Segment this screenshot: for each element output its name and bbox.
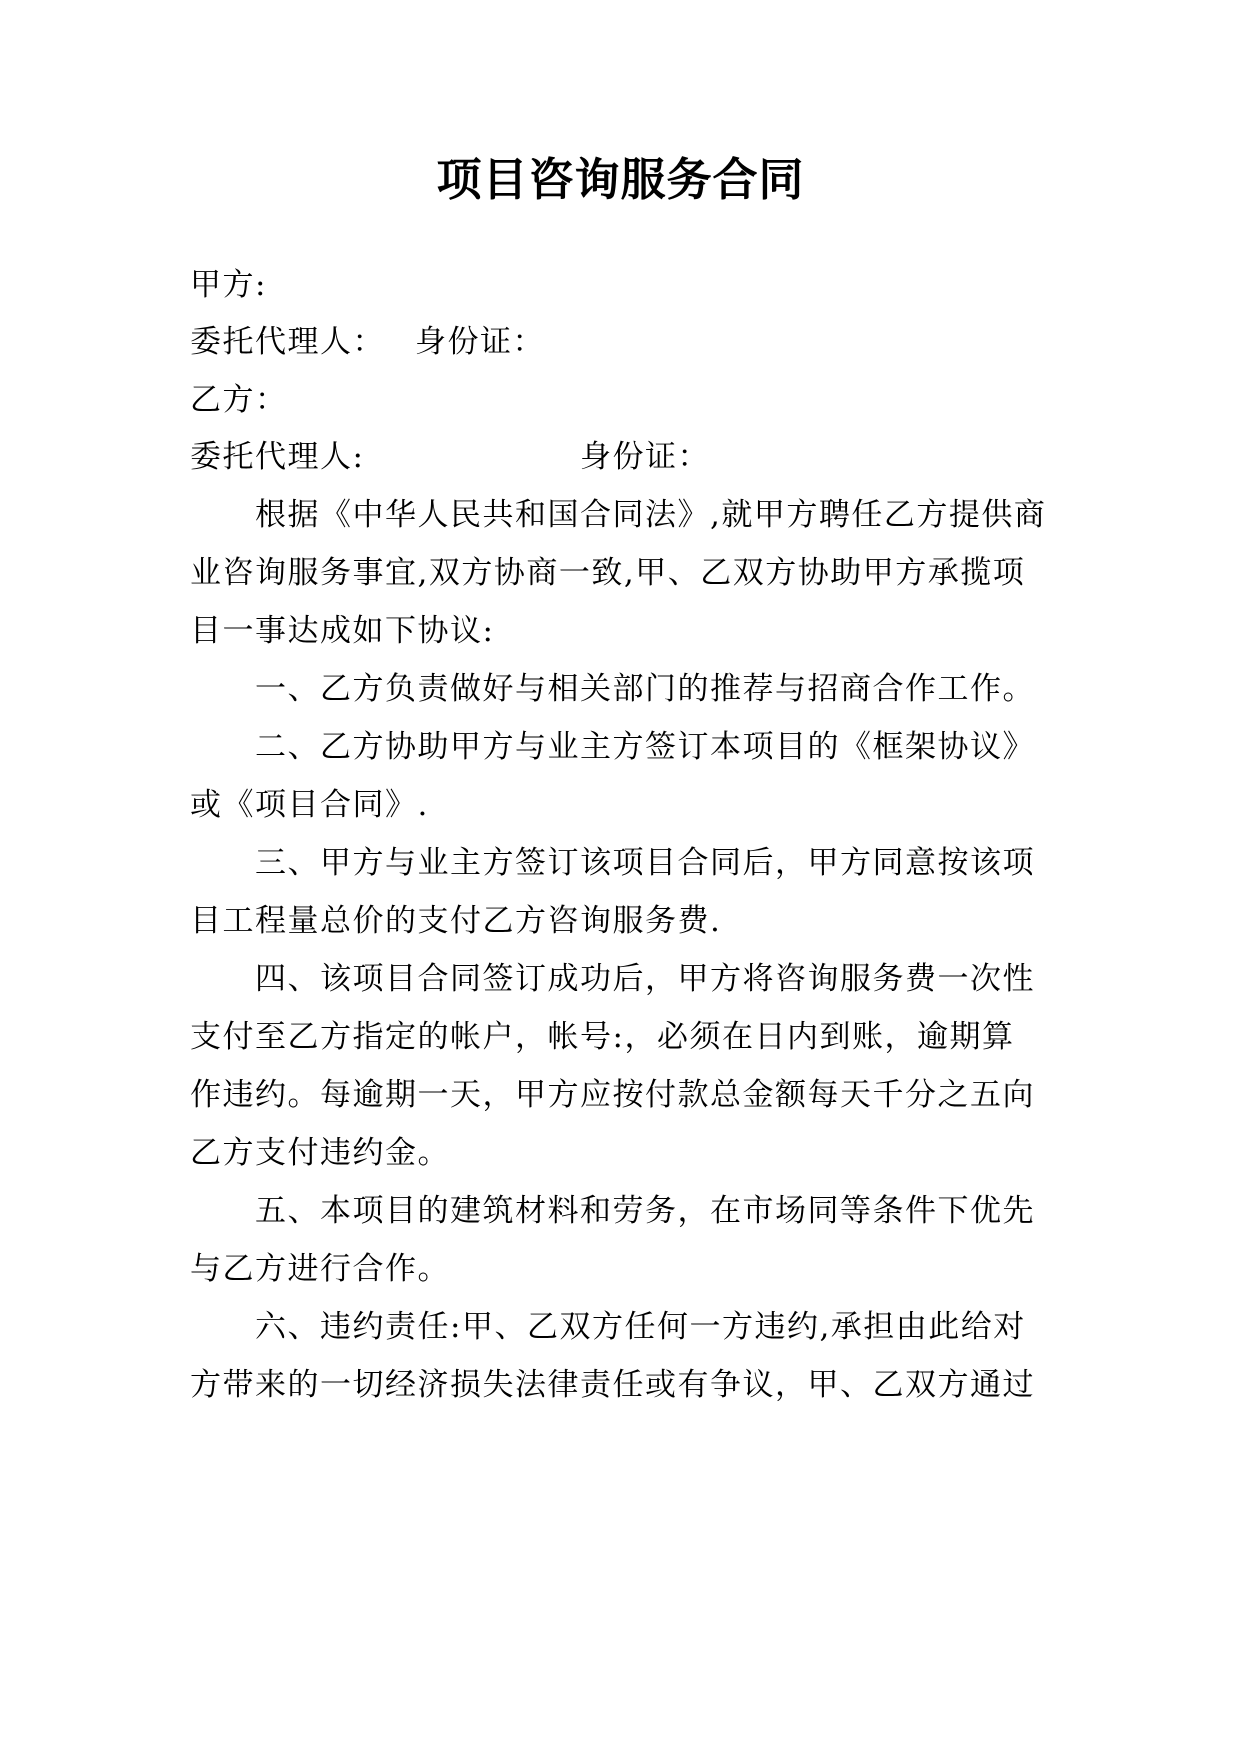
clause-6: 六、违约责任:甲、乙双方任何一方违约,承担由此给对	[255, 1309, 1026, 1345]
body-line: 根据《中华人民共和国合同法》,就甲方聘任乙方提供商	[255, 497, 1047, 533]
party-b-label: 乙方：	[190, 382, 288, 418]
clause-4: 四、该项目合同签订成功后，甲方将咨询服务费一次性	[255, 961, 1035, 997]
party-a-agent-row	[190, 322, 545, 362]
clause-5: 五、本项目的建筑材料和劳务，在市场同等条件下优先	[255, 1193, 1035, 1229]
body-line: 或《项目合同》.	[190, 787, 429, 823]
clause-3: 三、甲方与业主方签订该项目合同后，甲方同意按该项	[255, 845, 1035, 881]
document-title: 项目咨询服务合同	[436, 153, 805, 206]
body-line: 目工程量总价的支付乙方咨询服务费.	[190, 903, 722, 939]
body-line: 支付至乙方指定的帐户，帐号:，必须在日内到账，逾期算	[190, 1019, 1015, 1055]
party-b-id-label: 身份证：	[580, 439, 710, 475]
body-line: 作违约。每逾期一天，甲方应按付款总金额每天千分之五向	[190, 1077, 1035, 1113]
body-line: 目一事达成如下协议:	[190, 613, 495, 649]
clause-2: 二、乙方协助甲方与业主方签订本项目的《框架协议》	[255, 729, 1035, 765]
party-a-id-label: 身份证：	[415, 324, 545, 360]
party-b-agent-label: 委托代理人:	[190, 439, 365, 475]
clause-1: 一、乙方负责做好与相关部门的推荐与招商合作工作。	[255, 671, 1035, 707]
body-line: 与乙方进行合作。	[190, 1251, 450, 1287]
party-a-agent-label: 委托代理人：	[190, 324, 385, 360]
party-b-agent-row	[190, 437, 710, 477]
body-line: 方带来的一切经济损失法律责任或有争议，甲、乙双方通过	[190, 1367, 1035, 1403]
body-line: 业咨询服务事宜,双方协商一致,甲、乙双方协助甲方承揽项	[190, 555, 1026, 591]
party-a-label: 甲方:	[190, 267, 267, 303]
body-line: 乙方支付违约金。	[190, 1135, 450, 1171]
